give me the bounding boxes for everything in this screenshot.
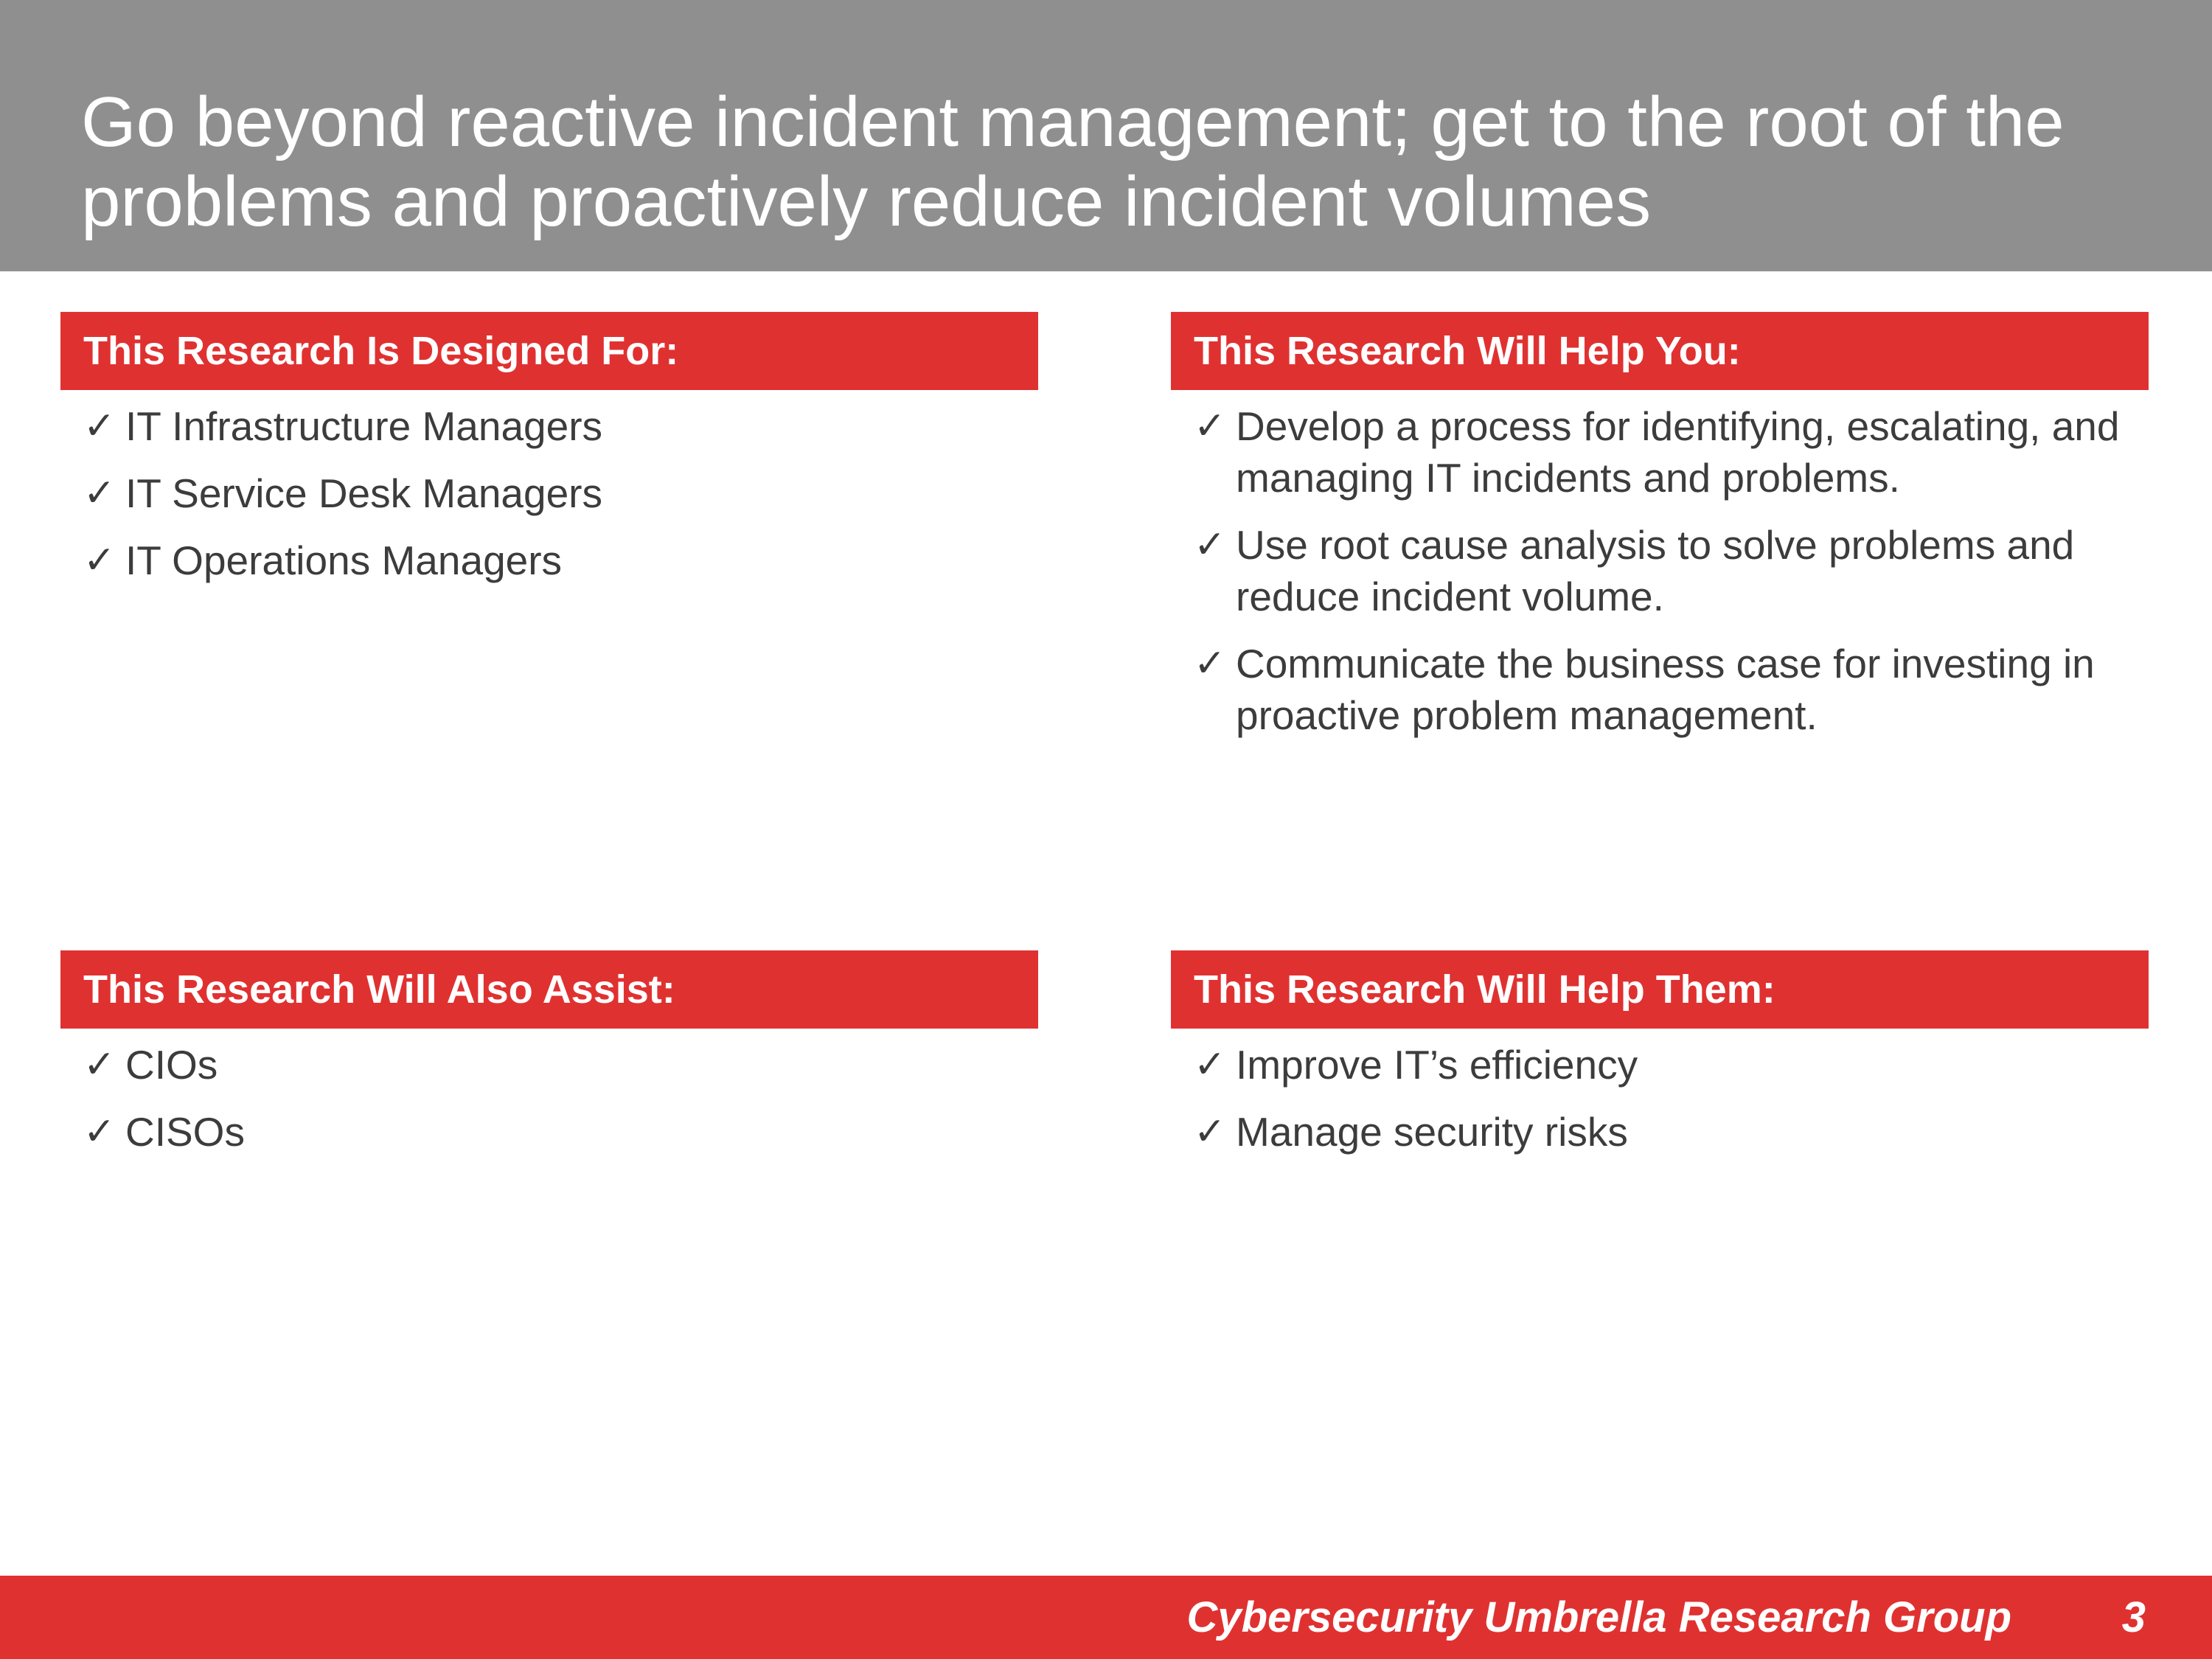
footer-organization: Cybersecurity Umbrella Research Group xyxy=(1186,1593,2011,1641)
list-item xyxy=(1194,638,2149,741)
bullet-list xyxy=(1171,1039,2149,1158)
list-item-text: IT Infrastructure Managers xyxy=(125,403,603,449)
panel-designed-for xyxy=(60,312,1038,586)
checkmark-icon: ✓ xyxy=(1194,1110,1226,1154)
list-item xyxy=(83,1106,1038,1158)
list-item xyxy=(83,467,1038,519)
panel-heading: This Research Is Designed For: xyxy=(60,312,1038,390)
checkmark-icon: ✓ xyxy=(83,1043,116,1087)
panel-also-assist xyxy=(60,950,1038,1158)
list-item xyxy=(1194,1039,2149,1091)
list-item-text: Improve IT’s efficiency xyxy=(1236,1042,1638,1088)
list-item-text: IT Service Desk Managers xyxy=(125,470,603,516)
checkmark-icon: ✓ xyxy=(83,1110,116,1154)
panel-help-you xyxy=(1171,312,2149,741)
checkmark-icon: ✓ xyxy=(83,471,116,515)
footer-bar xyxy=(0,1576,2212,1659)
checkmark-icon: ✓ xyxy=(1194,1043,1226,1087)
panel-heading: This Research Will Help Them: xyxy=(1171,950,2149,1029)
list-item xyxy=(83,1039,1038,1091)
list-item-text: Communicate the business case for investing in proactive problem management. xyxy=(1236,641,2095,738)
list-item-text: IT Operations Managers xyxy=(125,538,563,583)
list-item-text: CISOs xyxy=(125,1109,245,1155)
list-item xyxy=(83,400,1038,452)
checkmark-icon: ✓ xyxy=(83,404,116,448)
list-item-text: Develop a process for identifying, escalating, and managing IT incidents and problems. xyxy=(1236,403,2120,501)
list-item xyxy=(1194,519,2149,622)
panel-heading: This Research Will Help You: xyxy=(1171,312,2149,390)
checkmark-icon: ✓ xyxy=(1194,523,1226,567)
title-bar xyxy=(0,0,2212,271)
panel-help-them xyxy=(1171,950,2149,1158)
bullet-list xyxy=(60,400,1038,586)
list-item xyxy=(83,535,1038,586)
bullet-list xyxy=(1171,400,2149,741)
list-item-text: CIOs xyxy=(125,1042,218,1088)
list-item xyxy=(1194,1106,2149,1158)
panel-heading: This Research Will Also Assist: xyxy=(60,950,1038,1029)
checkmark-icon: ✓ xyxy=(83,538,116,582)
list-item-text: Manage security risks xyxy=(1236,1109,1628,1155)
bullet-list xyxy=(60,1039,1038,1158)
list-item-text: Use root cause analysis to solve problems and reduce incident volume. xyxy=(1236,522,2075,619)
checkmark-icon: ✓ xyxy=(1194,641,1226,686)
checkmark-icon: ✓ xyxy=(1194,404,1226,448)
page-number: 3 xyxy=(2121,1593,2146,1641)
list-item xyxy=(1194,400,2149,504)
page-title: Go beyond reactive incident management; get to the root of the problems and proactively reduce incident volumes xyxy=(81,83,2065,241)
